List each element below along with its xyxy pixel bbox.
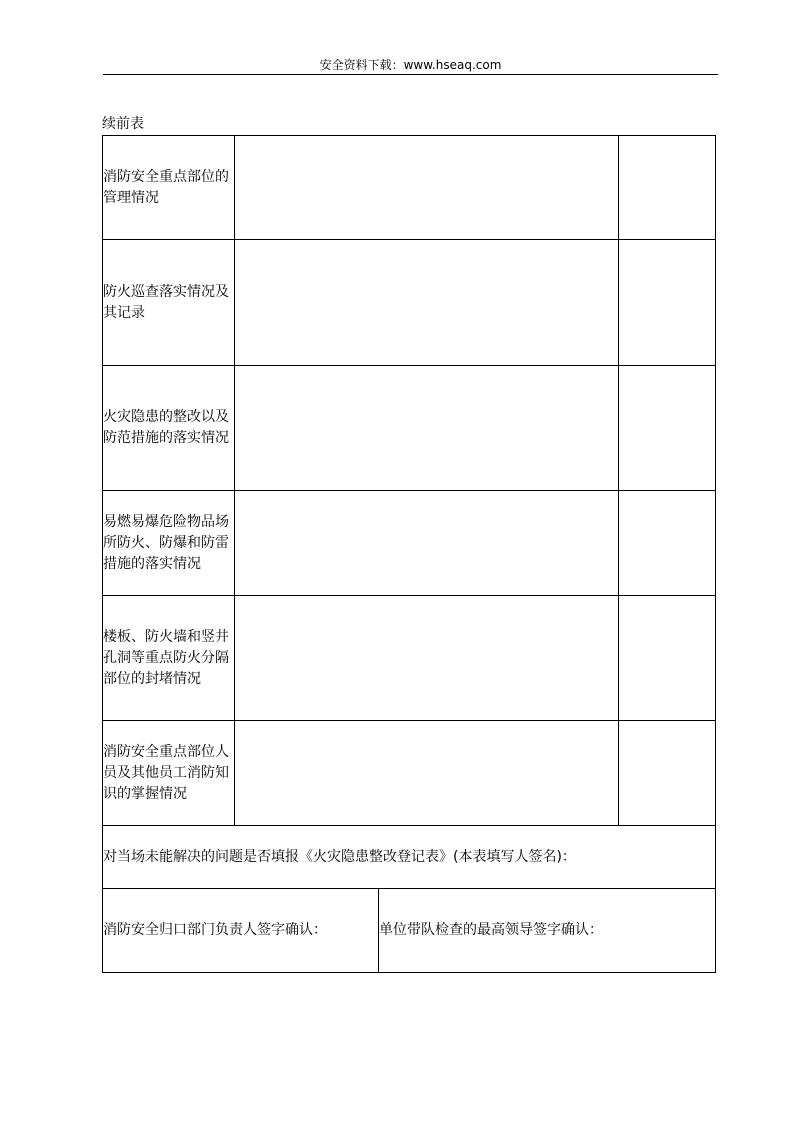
row-label: 易燃易爆危险物品场所防火、防爆和防雷措施的落实情况 (103, 491, 235, 596)
row-label: 楼板、防火墙和竖井孔洞等重点防火分隔部位的封堵情况 (103, 596, 235, 721)
dept-head-signature-label: 消防安全归口部门负责人签字确认： (103, 922, 327, 938)
table-row (103, 491, 716, 596)
row-label: 消防安全重点部位的管理情况 (103, 136, 235, 240)
table-row (103, 721, 716, 826)
content-cell[interactable] (235, 491, 619, 596)
table-row (103, 136, 716, 240)
unresolved-label: 对当场未能解决的问题是否填报《火灾隐患整改登记表》(本表填写人签名)： (103, 848, 576, 865)
unresolved-cell[interactable] (103, 826, 716, 889)
row-label: 防火巡查落实情况及其记录 (103, 240, 235, 366)
table-row (103, 596, 716, 721)
row-label: 火灾隐患的整改以及防范措施的落实情况 (103, 366, 235, 491)
leader-signature-cell[interactable] (379, 889, 716, 973)
row-label: 消防安全重点部位人员及其他员工消防知识的掌握情况 (103, 721, 235, 826)
header-text: 安全资料下载：www.hseaq.com (319, 58, 502, 72)
content-cell[interactable] (235, 240, 619, 366)
content-cell[interactable] (235, 136, 619, 240)
remark-cell[interactable] (619, 491, 716, 596)
remark-cell[interactable] (619, 136, 716, 240)
content-cell[interactable] (235, 721, 619, 826)
remark-cell[interactable] (619, 721, 716, 826)
content-cell[interactable] (235, 596, 619, 721)
table-row (103, 366, 716, 491)
dept-head-signature-cell[interactable] (103, 889, 379, 973)
remark-cell[interactable] (619, 240, 716, 366)
table-caption: 续前表 (102, 116, 144, 132)
inspection-table (102, 135, 716, 973)
table-row (103, 240, 716, 366)
leader-signature-label: 单位带队检查的最高领导签字确认： (379, 922, 603, 938)
page-header (103, 57, 718, 75)
content-cell[interactable] (235, 366, 619, 491)
signature-row (103, 889, 716, 973)
remark-cell[interactable] (619, 596, 716, 721)
remark-cell[interactable] (619, 366, 716, 491)
unresolved-row (103, 826, 716, 889)
